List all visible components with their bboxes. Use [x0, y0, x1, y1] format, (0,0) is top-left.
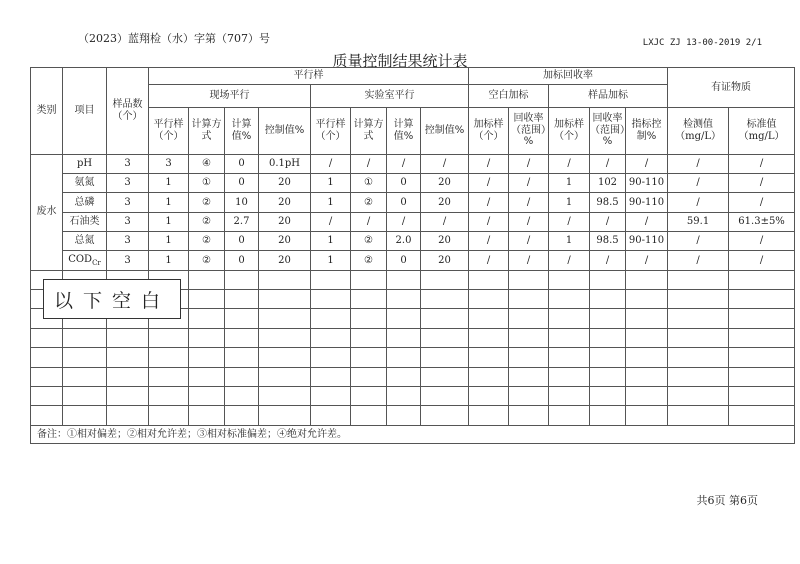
cod-label: COD [68, 254, 93, 266]
cell: 总磷 [63, 193, 107, 212]
cell: / [469, 173, 509, 192]
cell: / [729, 154, 795, 173]
header-blank-recovery-range: 回收率（范围）% [509, 107, 549, 154]
header-lab-control-value: 控制值% [421, 107, 469, 154]
header-blank-spike-count: 加标样（个） [469, 107, 509, 154]
cell: 0 [387, 173, 421, 192]
table-row [31, 232, 795, 251]
form-code: LXJC ZJ 13-00-2019 2/1 [642, 38, 762, 48]
cell: 1 [149, 232, 189, 251]
cell: 20 [421, 173, 469, 192]
cell: / [626, 251, 668, 270]
cell: / [311, 154, 351, 173]
cell: 20 [421, 232, 469, 251]
header-spike-recovery: 加标回收率 [469, 68, 668, 85]
cell: / [668, 173, 729, 192]
cell: / [729, 232, 795, 251]
cell: ① [189, 173, 225, 192]
empty-row [31, 328, 795, 347]
cell: 3 [107, 212, 149, 231]
cell: 3 [107, 173, 149, 192]
cell: 0.1pH [259, 154, 311, 173]
cell: / [469, 212, 509, 231]
table-row [31, 251, 795, 270]
cell: 1 [149, 251, 189, 270]
cell: / [387, 212, 421, 231]
cell: 石油类 [63, 212, 107, 231]
cell: / [549, 251, 590, 270]
cell: ② [189, 251, 225, 270]
empty-row [31, 367, 795, 386]
cell: 20 [259, 173, 311, 192]
cell: 0 [387, 193, 421, 212]
cell: 1 [311, 173, 351, 192]
cell: 3 [149, 154, 189, 173]
cell: 10 [225, 193, 259, 212]
document-number: （2023）蓝翔检（水）字第（707）号 [78, 32, 270, 45]
header-blank-spike: 空白加标 [469, 85, 549, 107]
cell: / [351, 154, 387, 173]
cell: 总氮 [63, 232, 107, 251]
table-row [31, 154, 795, 173]
cell: ① [351, 173, 387, 192]
cell: / [311, 212, 351, 231]
cell: 1 [311, 193, 351, 212]
table-row [31, 193, 795, 212]
cell: 90-110 [626, 173, 668, 192]
header-lab-parallel: 实验室平行 [311, 85, 469, 107]
cell: 20 [421, 193, 469, 212]
quality-control-table [30, 67, 795, 444]
cell: 1 [311, 232, 351, 251]
cell: ④ [189, 154, 225, 173]
cell: 3 [107, 232, 149, 251]
cod-subscript: Cr [92, 259, 101, 268]
header-standard-value: 标准值（mg/L） [729, 107, 795, 154]
cell: / [668, 232, 729, 251]
cell: / [421, 212, 469, 231]
header-field-parallel: 现场平行 [149, 85, 311, 107]
cell: 20 [259, 232, 311, 251]
blank-below-stamp: 以下空白 [43, 279, 181, 319]
cell: / [387, 154, 421, 173]
cell: / [421, 154, 469, 173]
cell: 1 [549, 232, 590, 251]
cell: 59.1 [668, 212, 729, 231]
header-lab-calc-value: 计算值% [387, 107, 421, 154]
cell: pH [63, 154, 107, 173]
header-category: 类别 [31, 68, 63, 155]
cell: 98.5 [590, 232, 626, 251]
cell: / [351, 212, 387, 231]
cell: / [668, 251, 729, 270]
cell: 1 [149, 193, 189, 212]
cell: 氨氮 [63, 173, 107, 192]
cell: 20 [421, 251, 469, 270]
cell: ② [189, 193, 225, 212]
cell: 1 [549, 173, 590, 192]
cell: 90-110 [626, 193, 668, 212]
category-cell: 废水 [31, 154, 63, 270]
cell: 0 [225, 232, 259, 251]
cell: 1 [149, 212, 189, 231]
cell: / [668, 193, 729, 212]
table-title: 质量控制结果统计表 [332, 52, 468, 70]
cell: 0 [225, 173, 259, 192]
header-sample-spike-count: 加标样（个） [549, 107, 590, 154]
table-row [31, 173, 795, 192]
cell: / [729, 193, 795, 212]
cell: / [509, 212, 549, 231]
header-item: 项目 [63, 68, 107, 155]
cell: 3 [107, 251, 149, 270]
cell: 3 [107, 154, 149, 173]
cell: 98.5 [590, 193, 626, 212]
cell: / [590, 212, 626, 231]
cell: 1 [149, 173, 189, 192]
table-row [31, 212, 795, 231]
cell: ② [189, 212, 225, 231]
cell: 0 [387, 251, 421, 270]
cell: 1 [311, 251, 351, 270]
header-sample-count: 样品数（个） [107, 68, 149, 155]
cell: ② [189, 232, 225, 251]
cell: 3 [107, 193, 149, 212]
cell: 20 [259, 212, 311, 231]
cell: / [668, 154, 729, 173]
cell: / [509, 173, 549, 192]
cell: 20 [259, 193, 311, 212]
header-index-control: 指标控制% [626, 107, 668, 154]
page-number: 共6页 第6页 [696, 494, 758, 507]
cell-cod [63, 251, 107, 270]
cell: 102 [590, 173, 626, 192]
cell: 61.3±5% [729, 212, 795, 231]
cell: / [509, 232, 549, 251]
header-parallel-count: 平行样（个） [149, 107, 189, 154]
header-sample-spike: 样品加标 [549, 85, 668, 107]
cell: / [626, 212, 668, 231]
header-measured-value: 检测值（mg/L） [668, 107, 729, 154]
cell: 0 [225, 154, 259, 173]
cell: 2.7 [225, 212, 259, 231]
cell: / [469, 232, 509, 251]
cell: / [509, 251, 549, 270]
cell: / [590, 154, 626, 173]
cell: / [509, 193, 549, 212]
cell: / [590, 251, 626, 270]
cell: ② [351, 193, 387, 212]
header-sample-recovery: 回收率（范围）% [590, 107, 626, 154]
header-calc-method: 计算方式 [189, 107, 225, 154]
cell: / [509, 154, 549, 173]
header-lab-parallel-count: 平行样（个） [311, 107, 351, 154]
cell: ② [351, 232, 387, 251]
cell: ② [351, 251, 387, 270]
cell: / [469, 193, 509, 212]
header-parallel: 平行样 [149, 68, 469, 85]
empty-row [31, 386, 795, 405]
empty-row [31, 348, 795, 367]
cell: 1 [549, 193, 590, 212]
cell: 20 [259, 251, 311, 270]
cell: / [469, 251, 509, 270]
cell: 90-110 [626, 232, 668, 251]
cell: 2.0 [387, 232, 421, 251]
header-reference-material: 有证物质 [668, 68, 795, 108]
cell: / [549, 212, 590, 231]
cell: / [469, 154, 509, 173]
empty-row [31, 406, 795, 425]
cell: / [626, 154, 668, 173]
footnote: 备注：①相对偏差；②相对允许差；③相对标准偏差；④绝对允许差。 [31, 425, 795, 443]
note-row [31, 425, 795, 443]
header-control-value: 控制值% [259, 107, 311, 154]
header-calc-value: 计算值% [225, 107, 259, 154]
cell: / [729, 251, 795, 270]
header-lab-calc-method: 计算方式 [351, 107, 387, 154]
cell: / [729, 173, 795, 192]
cell: 0 [225, 251, 259, 270]
cell: / [549, 154, 590, 173]
